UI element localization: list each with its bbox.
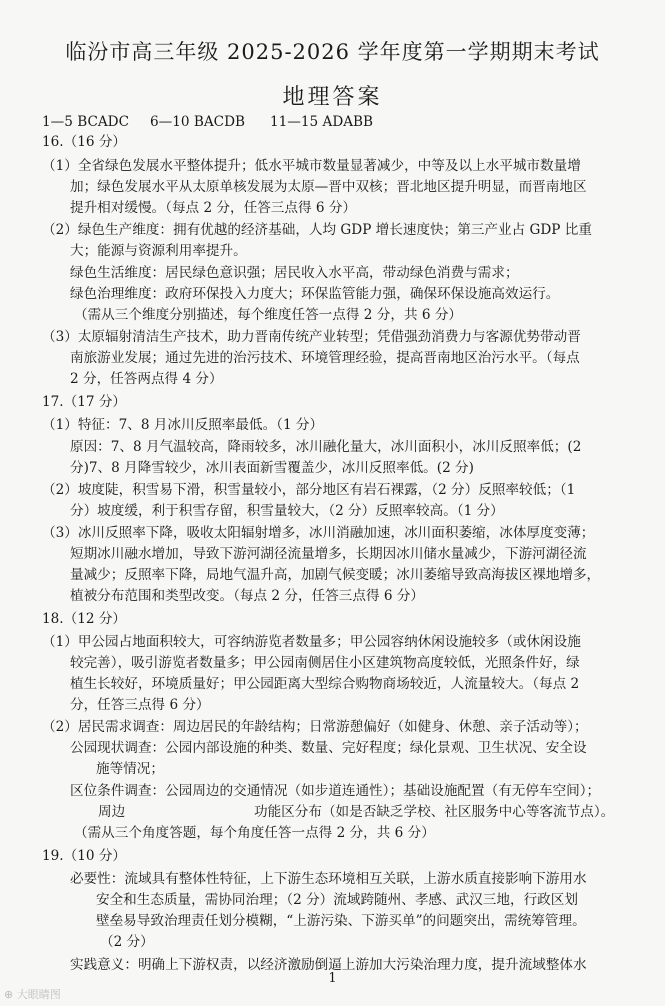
- answer-line: （需从三个角度答题，每个角度任答一点得 2 分，共 6 分）: [74, 825, 435, 841]
- choice-answers-6-10: 6—10 BACDB: [150, 114, 245, 130]
- answer-line: 公园现状调查：公园内部设施的种类、数量、完好程度；绿化景观、卫生状况、安全设: [70, 740, 587, 756]
- answer-line: （需从三个维度分别描述，每个维度任答一点得 2 分，共 6 分）: [74, 307, 463, 323]
- answer-line: 壁垒易导致治理责任划分模糊，“上游污染、下游买单”的问题突出，需统筹管理。: [96, 913, 586, 929]
- answer-line: 加；绿色发展水平从太原单核发展为太原—晋中双核；晋北地区提升明显，而晋南地区: [70, 179, 587, 195]
- page-subtitle: 地理答案: [282, 85, 383, 110]
- answer-line: 绿色生活维度：居民绿色意识强；居民收入水平高，带动绿色消费与需求；: [70, 265, 519, 281]
- answer-line: 16.（16 分）: [42, 134, 127, 150]
- answer-line: （1）甲公园占地面积较大，可容纳游览者数量多；甲公园容纳休闲设施较多（或休闲设施: [42, 634, 581, 650]
- answer-line: 分）坡度缓，利于积雪存留，积雪量较大，（2 分）反照率较高。（1 分）: [70, 503, 504, 519]
- answer-line: 周边: [98, 804, 126, 820]
- answer-line: 施等情况；: [96, 761, 164, 777]
- choice-answers-11-15: 11—15 ADABB: [270, 114, 374, 130]
- answer-line: 量减少；反照率下降，局地气温升高，加剧气候变暖；冰川萎缩导致高海拔区裸地增多，: [70, 567, 601, 583]
- watermark-logo-icon: ⊕: [4, 988, 14, 1001]
- answer-line: （3）太原辐射清洁生产技术，助力晋南传统产业转型；凭借强劲消费力与客源优势带动晋: [42, 329, 581, 345]
- answer-line: 2 分，任答两点得 4 分）: [70, 371, 223, 387]
- answer-line: 区位条件调查：公园周边的交通情况（如步道连通性）；基础设施配置（有无停车空间）；: [70, 783, 601, 799]
- answer-line: 17.（17 分）: [42, 394, 127, 410]
- answer-line: （3）冰川反照率下降，吸收太阳辐射增多，冰川消融加速，冰川面积萎缩，冰体厚度变薄；: [42, 525, 595, 541]
- answer-line: 分)7、8 月降雪较少，冰川表面新雪覆盖少，冰川反照率低。(2 分): [70, 460, 474, 476]
- watermark: ⊕ 大眼睛图: [4, 988, 61, 1001]
- answer-line: 植被分布范围和类型改变。（每点 2 分，任答三点得 6 分）: [70, 588, 425, 604]
- page-number: 1: [328, 971, 337, 986]
- answer-line: 短期冰川融水增加，导致下游河湖径流量增多，长期因冰川储水量减少，下游河湖径流: [70, 546, 587, 562]
- answer-line: 18.（12 分）: [42, 611, 127, 627]
- answer-line: （2）居民需求调查：周边居民的年龄结构；日常游憩偏好（如健身、休憩、亲子活动等）；: [42, 719, 588, 735]
- answer-line: 植生长较好，环境质量好；甲公园距离大型综合购物商场较近，人流量较大。（每点 2: [70, 676, 580, 692]
- exam-title: 临汾市高三年级 2025-2026 学年度第一学期期末考试: [65, 40, 600, 64]
- answer-line: 绿色治理维度：政府环保投入力度大；环保监管能力强，确保环保设施高效运行。: [70, 286, 560, 302]
- answer-line: 较完善），吸引游览者数量多；甲公园南侧居住小区建筑物高度较低，光照条件好，绿: [70, 655, 580, 671]
- answer-line: （2 分）: [100, 934, 154, 950]
- answer-line: 分，任答三点得 6 分）: [70, 697, 210, 713]
- answer-line: 实践意义：明确上下游权责，以经济激励倒逼上游加大污染治理力度，提升流域整体水: [70, 957, 587, 973]
- answer-line: 南旅游业发展；通过先进的治污技术、环境管理经验，提高晋南地区治污水平。（每点: [70, 350, 580, 366]
- answer-line: 大；能源与资源利用率提升。: [70, 243, 247, 259]
- answer-line: （2）绿色生产维度：拥有优越的经济基础，人均 GDP 增长速度快；第三产业占 GDP 比重: [42, 222, 592, 238]
- answer-line: 安全和生态质量，需协同治理；（2 分）流域跨随州、孝感、武汉三地，行政区划: [96, 892, 578, 908]
- answer-line: （2）坡度陡，积雪易下滑，积雪量较小，部分地区有岩石裸露，（2 分）反照率较低；（1: [42, 482, 576, 498]
- answer-line: （1）特征：7、8 月冰川反照率最低。（1 分）: [42, 417, 324, 433]
- answer-line: 19.（10 分）: [42, 848, 127, 864]
- answer-line: 提升相对缓慢。（每点 2 分，任答三点得 6 分）: [70, 200, 357, 216]
- answer-line: 必要性：流域具有整体性特征，上下游生态环境相互关联，上游水质直接影响下游用水: [70, 871, 587, 887]
- choice-answers-1-5: 1—5 BCADC: [42, 114, 129, 130]
- answer-line: 功能区分布（如是否缺乏学校、社区服务中心等客流节点）。: [254, 804, 615, 820]
- answer-line: （1）全省绿色发展水平整体提升；低水平城市数量显著减少，中等及以上水平城市数量增: [42, 158, 581, 174]
- answer-line: 原因：7、8 月气温较高，降雨较多，冰川融化量大，冰川面积小，冰川反照率低；(2: [70, 439, 582, 455]
